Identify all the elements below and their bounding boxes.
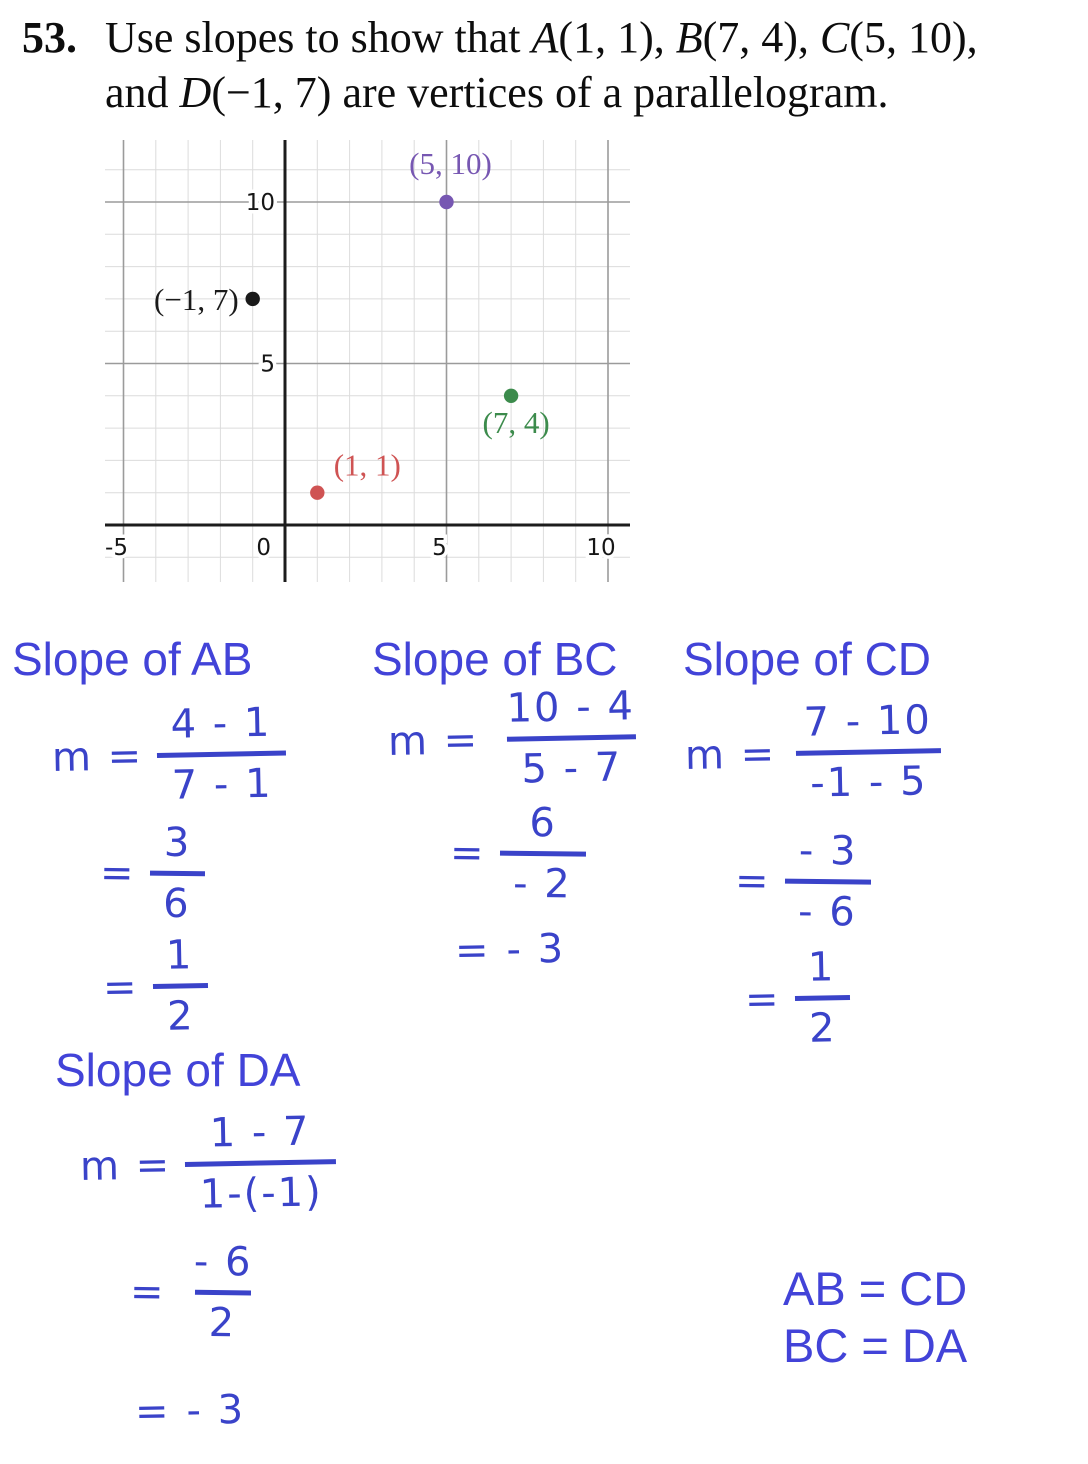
fraction-numerator: 6 [529, 799, 558, 847]
y-tick-label: 10 [245, 190, 275, 216]
problem-text-segment: (7, 4), [702, 13, 820, 62]
problem-text-segment: (5, 10), [849, 13, 978, 62]
fraction [789, 697, 947, 807]
equation-lhs: = [134, 1388, 171, 1435]
section-body-slope-ab [12, 699, 286, 1041]
problem-text-line1 [105, 10, 1077, 65]
section-title-slope-ab: Slope of AB [12, 633, 253, 685]
point-C [439, 195, 453, 209]
problem-text [105, 10, 1077, 120]
conclusion-line-2: BC = DA [783, 1319, 968, 1372]
problem-text-segment: (−1, 7) [211, 68, 332, 117]
point-label-C: (5, 10) [409, 146, 492, 181]
equation-line [744, 944, 851, 1053]
equation-line [102, 932, 209, 1041]
section-body-slope-da [55, 1108, 336, 1435]
fraction-denominator: 7 - 1 [157, 751, 287, 809]
point-label-D: (−1, 7) [154, 281, 239, 317]
problem-text-segment: and [105, 68, 180, 117]
fraction [784, 828, 872, 936]
problem-statement [22, 10, 1077, 120]
problem-text-segment: (1, 1), [558, 13, 676, 62]
equation-line [387, 683, 650, 795]
equation-lhs: = [449, 829, 486, 876]
equation-value: - 3 [186, 1386, 246, 1435]
section-body-slope-bc [372, 683, 649, 974]
fraction-denominator: 2 [152, 983, 209, 1040]
variable-name: C [819, 13, 850, 62]
fraction [151, 932, 208, 1040]
conclusion-line-1: AB = CD [783, 1262, 968, 1315]
fraction-numerator: - 3 [798, 827, 858, 875]
variable-name: B [675, 13, 703, 62]
fraction [156, 700, 287, 809]
equation-lhs: = [734, 857, 771, 904]
fraction-numerator: 1 [165, 932, 194, 979]
equation-lhs: = [454, 927, 491, 974]
variable-name: D [179, 68, 212, 117]
fraction [492, 683, 650, 793]
equation-line [455, 926, 566, 974]
fraction [149, 820, 206, 928]
fraction-denominator: 5 - 7 [507, 734, 637, 792]
x-tick-label: 0 [256, 535, 271, 561]
x-tick-label: 10 [586, 535, 616, 561]
equation-lhs: m = [79, 1141, 172, 1190]
work-slope-ab [12, 632, 286, 1041]
y-tick-label: 5 [260, 351, 275, 378]
equation-line [734, 827, 871, 936]
fraction [793, 944, 850, 1052]
point-B [504, 389, 518, 403]
equation-lhs: m = [51, 732, 144, 781]
equation-line [135, 1387, 246, 1435]
equation-lhs: = [99, 849, 136, 896]
fraction-numerator: 1 - 7 [209, 1108, 311, 1157]
point-label-A: (1, 1) [333, 447, 401, 483]
equation-line [684, 697, 947, 809]
fraction-numerator: 3 [163, 819, 192, 867]
fraction-numerator: 1 [807, 944, 836, 991]
section-body-slope-cd [683, 697, 946, 1053]
equation-line [449, 799, 586, 908]
fraction-numerator: 4 - 1 [170, 699, 272, 748]
problem-number: 53. [22, 13, 77, 62]
fraction [179, 1239, 267, 1347]
work-slope-bc [372, 632, 649, 974]
work-slope-cd [683, 632, 946, 1053]
problem-text-line2 [105, 65, 1077, 120]
equation-value: - 3 [506, 925, 566, 974]
equation-lhs: m = [387, 716, 480, 765]
x-tick-label: -5 [105, 535, 128, 561]
variable-name: A [531, 13, 559, 62]
equation-line [79, 1108, 337, 1220]
fraction-denominator: 6 [149, 871, 205, 928]
fraction-denominator: 2 [794, 995, 851, 1052]
equation-line [99, 819, 205, 927]
fraction-denominator: 2 [194, 1290, 250, 1347]
equation-lhs: = [744, 975, 781, 1023]
point-D [246, 292, 260, 306]
fraction-numerator: 7 - 10 [803, 697, 933, 746]
section-title-slope-da: Slope of DA [55, 1044, 301, 1096]
fraction [184, 1108, 337, 1218]
fraction-denominator: - 6 [784, 879, 871, 936]
fraction-numerator: - 6 [193, 1238, 253, 1286]
equation-line [51, 700, 287, 811]
work-slope-da [55, 1043, 336, 1435]
problem-text-segment: Use slopes to show that [105, 13, 532, 62]
equation-line [129, 1238, 266, 1347]
section-title-slope-bc: Slope of BC [372, 633, 618, 685]
fraction-numerator: 10 - 4 [506, 683, 636, 732]
equation-lhs: = [129, 1268, 166, 1315]
coordinate-graph [105, 140, 630, 582]
point-label-B: (7, 4) [482, 404, 550, 440]
x-tick-label: 5 [432, 535, 447, 561]
point-A [310, 486, 324, 500]
conclusion [783, 1260, 967, 1374]
equation-lhs: = [102, 963, 139, 1011]
section-title-slope-cd: Slope of CD [683, 633, 932, 685]
fraction-denominator: -1 - 5 [796, 748, 942, 807]
fraction [499, 800, 587, 908]
fraction-denominator: - 2 [499, 851, 586, 908]
equation-lhs: m = [684, 730, 777, 779]
fraction-denominator: 1-(-1) [185, 1159, 337, 1218]
problem-text-segment: are vertices of a parallelogram. [331, 68, 889, 117]
